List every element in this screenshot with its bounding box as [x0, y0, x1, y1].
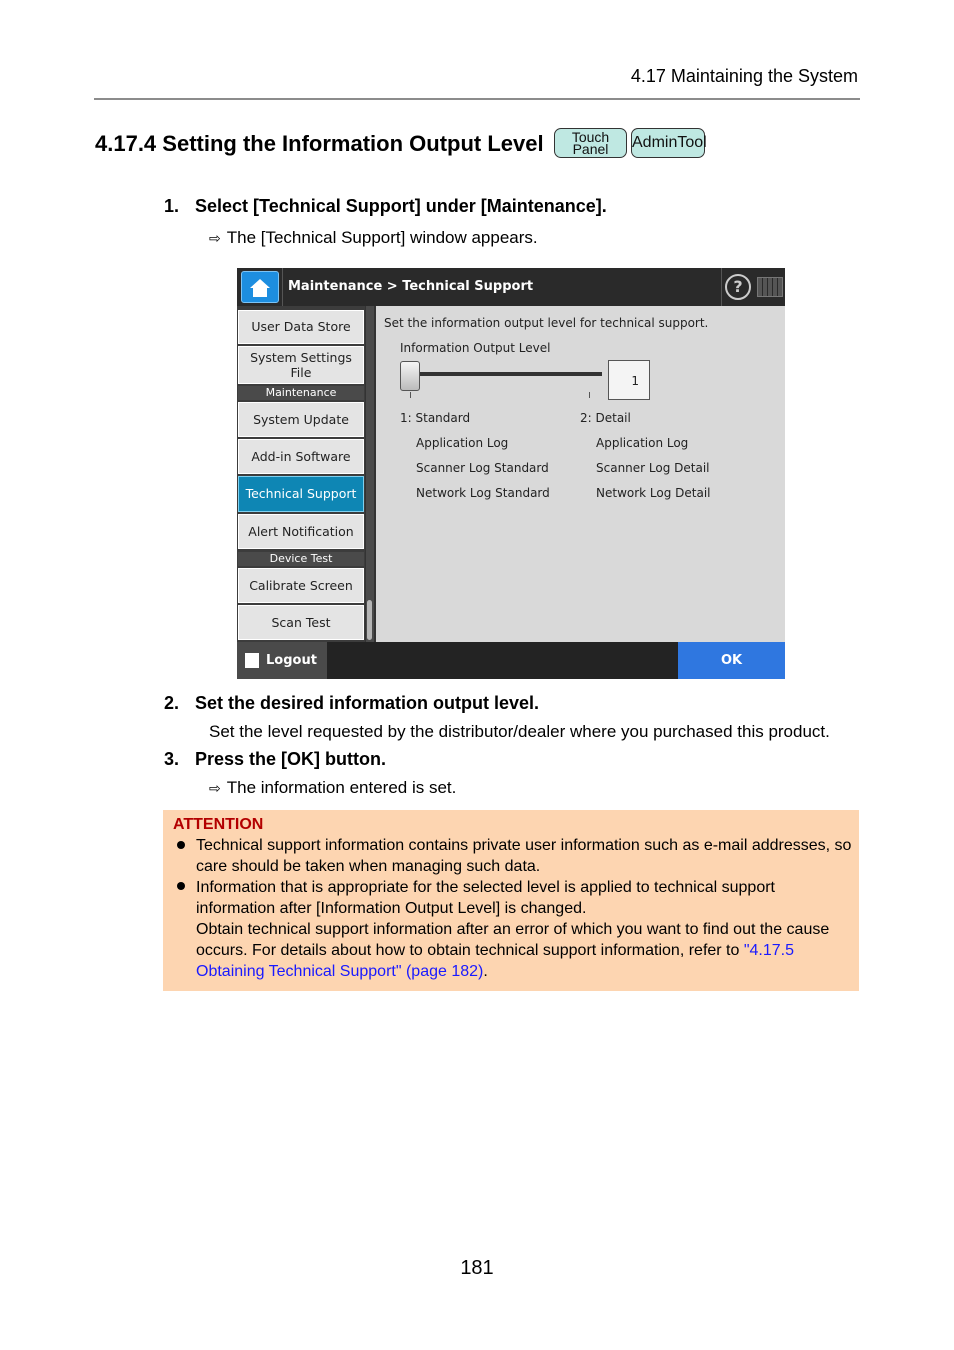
keyboard-icon[interactable]: [757, 277, 783, 297]
attention-paragraph: [196, 919, 856, 982]
step-2-detail: Set the level requested by the distributor/dealer where you purchased this product.: [209, 722, 830, 741]
admintool-badge: AdminTool: [631, 128, 705, 158]
obtaining-support-link[interactable]: "4.17.5 Obtaining Technical Support" (page 182): [196, 942, 795, 980]
touch-badge-line1: Touch: [571, 129, 610, 145]
attention-box: [163, 810, 859, 991]
level-1-title: 1: Standard: [400, 411, 471, 425]
sidebar-item-calibrate-screen[interactable]: Calibrate Screen: [238, 568, 364, 603]
sidebar-item-technical-support[interactable]: Technical Support: [238, 476, 364, 512]
main-panel: [376, 306, 785, 642]
sidebar: [237, 306, 365, 642]
attention-paragraph-text: Obtain technical support information after an error of which you want to find out the cause occurs. For details about how to obtain technical support information, refer to: [196, 921, 830, 959]
panel-description: Set the information output level for technical support.: [384, 316, 709, 330]
touch-badge-line2: Panel: [572, 141, 609, 157]
section-title: 4.17.4 Setting the Information Output Level: [95, 131, 544, 156]
output-level-slider[interactable]: [406, 372, 602, 376]
step-text: Press the [OK] button.: [195, 749, 387, 769]
logout-icon: [245, 653, 259, 668]
bottom-bar: [237, 642, 785, 679]
slider-label: Information Output Level: [400, 341, 551, 355]
screen-title: Maintenance > Technical Support: [288, 279, 534, 294]
sidebar-item-scan-test[interactable]: Scan Test: [238, 605, 364, 640]
step-1: [164, 196, 607, 217]
level-1-item: Application Log: [416, 436, 509, 450]
logout-button[interactable]: [237, 642, 327, 679]
page-number: 181: [460, 1257, 494, 1279]
title-separator: [282, 268, 283, 306]
header-rule: [94, 98, 860, 100]
logout-label: Logout: [266, 653, 317, 668]
level-2-item: Scanner Log Detail: [596, 461, 710, 475]
step-text: Set the desired information output level.: [195, 693, 540, 713]
ok-button[interactable]: OK: [678, 642, 785, 679]
level-1-item: Network Log Standard: [416, 486, 550, 500]
sidebar-item-system-settings-file[interactable]: System Settings File: [238, 346, 364, 384]
slider-value-box: 1: [608, 360, 650, 400]
step-number: 3.: [164, 749, 180, 769]
level-2-item: Network Log Detail: [596, 486, 711, 500]
touch-panel-badge: [554, 128, 627, 158]
sidebar-scrollbar-track[interactable]: [366, 306, 374, 642]
sidebar-item-system-update[interactable]: System Update: [238, 402, 364, 437]
help-icon[interactable]: ?: [725, 274, 751, 300]
running-header: 4.17 Maintaining the System: [630, 66, 858, 86]
result-text: The information entered is set.: [226, 778, 457, 797]
attention-bullet-1: Technical support information contains private user information such as e-mail addresses, so care should be taken when managing such data.: [196, 837, 852, 875]
slider-knob[interactable]: [400, 361, 420, 391]
sidebar-item-add-in-software[interactable]: Add-in Software: [238, 439, 364, 474]
result-text: The [Technical Support] window appears.: [226, 228, 538, 247]
step-3: [164, 749, 386, 770]
result-arrow-icon: ⇨: [209, 780, 221, 796]
sidebar-item-user-data-store[interactable]: User Data Store: [238, 310, 364, 344]
attention-paragraph-end: .: [483, 963, 488, 980]
step-number: 2.: [164, 693, 180, 713]
level-2-item: Application Log: [596, 436, 689, 450]
sidebar-scrollbar-thumb[interactable]: [367, 600, 372, 640]
level-1-item: Scanner Log Standard: [416, 461, 549, 475]
technical-support-screenshot: [237, 268, 785, 679]
attention-title: ATTENTION: [173, 816, 264, 833]
sidebar-item-alert-notification[interactable]: Alert Notification: [238, 514, 364, 549]
home-icon[interactable]: [241, 271, 279, 303]
step-3-result: [209, 778, 456, 798]
slider-tick: [410, 392, 411, 398]
title-bar: [237, 268, 785, 306]
step-number: 1.: [164, 196, 180, 216]
title-separator: [721, 268, 722, 306]
attention-bullet-2: Information that is appropriate for the selected level is applied to technical support information after [Information Output Level] is changed.: [196, 879, 775, 917]
step-1-result: [209, 228, 538, 248]
level-2-title: 2: Detail: [580, 411, 631, 425]
bullet-icon: [177, 882, 185, 890]
slider-tick: [589, 392, 590, 398]
sidebar-group-device-test: Device Test: [238, 552, 364, 566]
result-arrow-icon: ⇨: [209, 230, 221, 246]
step-text: Select [Technical Support] under [Maintenance].: [195, 196, 607, 216]
bullet-icon: [177, 841, 185, 849]
sidebar-group-maintenance: Maintenance: [238, 386, 364, 400]
step-2: [164, 693, 539, 714]
